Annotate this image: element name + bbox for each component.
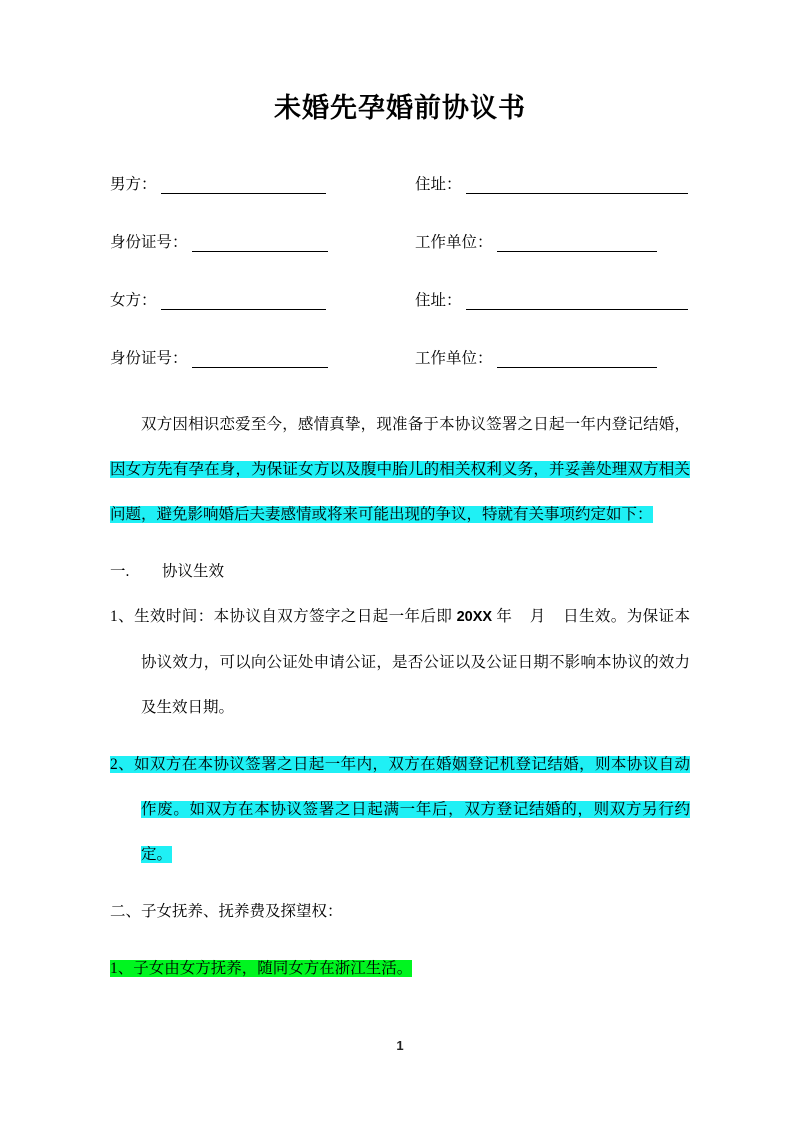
form-row-male-id [110, 226, 690, 252]
field-label: 工作单位： [415, 350, 493, 368]
field-male-employer [415, 233, 690, 252]
section-title: 协议生效 [161, 563, 224, 581]
field-label: 住址： [415, 176, 462, 194]
item-text-tail: 日生效。为保证本协议效力，可以向公证处申请公证，是否公证以及公证日期不影响本协议的效力及生效日期。 [141, 608, 690, 717]
item-text-lead: 生效时间：本协议自双方签字之日起一年后即 [134, 608, 457, 626]
male-address-input[interactable] [466, 178, 688, 194]
female-name-input[interactable] [161, 294, 326, 310]
page-title: 未婚先孕婚前协议书 [274, 93, 526, 123]
section-title: 子女抚养、抚养费及探望权： [141, 903, 343, 921]
preamble-paragraph [110, 402, 690, 537]
field-female-address [415, 291, 690, 310]
field-female-employer [415, 349, 690, 368]
field-label: 工作单位： [415, 234, 493, 252]
field-male-id-number [110, 233, 415, 252]
female-id-input[interactable] [192, 352, 328, 368]
preamble-plain-text: 双方因相识恋爱至今，感情真挚，现准备于本协议签署之日起一年内登记结婚， [141, 416, 690, 434]
male-employer-input[interactable] [497, 236, 657, 252]
female-address-input[interactable] [466, 294, 688, 310]
form-row-female-party [110, 284, 690, 310]
field-label: 身份证号： [110, 234, 188, 252]
female-employer-input[interactable] [497, 352, 657, 368]
parties-form [110, 168, 690, 368]
field-female-id-number [110, 349, 415, 368]
field-label: 女方： [110, 292, 157, 310]
item-year-value: 20XX [456, 609, 493, 626]
male-name-input[interactable] [161, 178, 326, 194]
field-label: 男方： [110, 176, 157, 194]
section-1-item-1 [110, 594, 690, 730]
section-heading-2 [110, 889, 690, 934]
form-row-male-party [110, 168, 690, 194]
page-number: 1 [396, 1038, 404, 1053]
section-number: 一. [110, 563, 130, 581]
item-text: 如双方在本协议签署之日起一年内，双方在婚姻登记机登记结婚，则本协议自动作废。如双方在本协议签署之日起满一年后，双方登记结婚的，则双方另行约定。 [134, 756, 690, 864]
item-number: 2、 [110, 756, 135, 774]
item-number: 1、 [110, 608, 135, 626]
section-2-item-1 [110, 946, 690, 991]
form-row-female-id [110, 342, 690, 368]
document-body [110, 402, 690, 991]
section-heading-1 [110, 549, 690, 594]
section-number: 二、 [110, 903, 142, 921]
field-female-name [110, 291, 415, 310]
field-male-name [110, 175, 415, 194]
item-number: 1、 [110, 960, 134, 978]
item-text: 子女由女方抚养，随同女方在浙江生活。 [133, 960, 413, 978]
male-id-input[interactable] [192, 236, 328, 252]
field-male-address [415, 175, 690, 194]
field-label: 身份证号： [110, 350, 188, 368]
section-1-item-2 [110, 742, 690, 877]
item-text-month-unit: 月 [529, 608, 546, 626]
item-text-year-unit: 年 [492, 608, 513, 626]
field-label: 住址： [415, 292, 462, 310]
preamble-highlighted-text: 因女方先有孕在身，为保证女方以及腹中胎儿的相关权利义务，并妥善处理双方相关问题，避免影响婚后夫妻感情或将来可能出现的争议，特就有关事项约定如下： [110, 461, 690, 524]
